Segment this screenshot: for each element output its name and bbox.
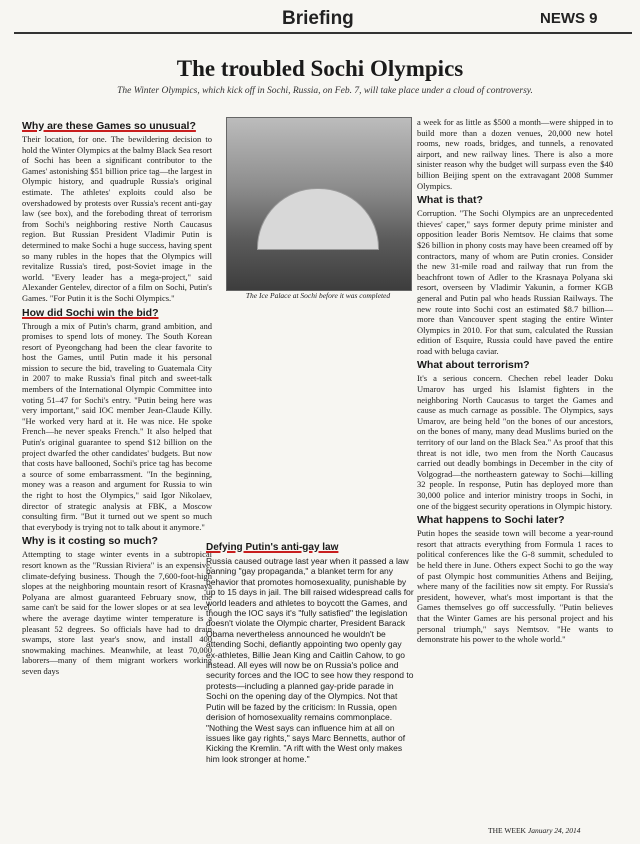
section-heading: Why is it costing so much?	[22, 535, 158, 548]
arena-dome-shape	[257, 188, 379, 250]
section-body: Through a mix of Putin's charm, grand ambition, and promises to spend lots of money. The South Korean resort of Pyeongchang had been the clear favorite to host the Games, until Putin made it his personal mission to secure the bid, traveling to Guatemala City in 2007 to make Russia's final pitch and sweet-talk members of the International Olympic Committee into voting 51–47 for Sochi's entry. "Putin being here was very important," said IOC member Jean-Claude Killy. "He worked very hard at it. He was nice. He spoke French—he never speaks French." It also helped that Putin's original guarantee to spend $12 billion on the project dwarfed the other candidates' budgets. But now that costs have ballooned, Sochi's price tag has become a source of some embarrassment. "In the beginning, money was a reason and argument for Russia to win the right to host the Olympics," said Igor Nikolaev, director of strategic analysis at FBK, a Moscow consulting firm. "But it turned out we spent so much that everybody is trying not to talk about it anymore."	[22, 320, 212, 532]
header-rule	[14, 32, 632, 34]
ice-palace-photo	[226, 117, 412, 291]
section-heading: Why are these Games so unusual?	[22, 120, 196, 132]
page-footer	[488, 826, 581, 835]
section-body: Corruption. "The Sochi Olympics are an unprecedented thieves' caper," says former deputy prime minister and opposition leader Boris Nemtsov. He claims that some $26 billion in phony costs may have been creamed off by contractors, many of whom are Putin cronies. Consider the new 31-mile road and railway that run from the beachfront town of Adler to the Krasnaya Polyana ski resort, overseen by Vladimir Yakunin, a former KGB general and Putin pal who heads Russian Railways. The new route into Sochi cost an estimated $8.7 billion—more than Vancouver spent staging the entire Winter Olympics in 2010. For that sum, calculated the Russian edition of Esquire, Russia could have paved the entire road with beluga caviar.	[417, 208, 613, 356]
sidebar-heading: Defying Putin's anti-gay law	[206, 542, 339, 553]
sidebar-body: Russia caused outrage last year when it passed a law banning "gay propaganda," a blanket term for any behavior that promotes homosexuality, punishable by up to 15 days in jail. The bill raised widespread calls for world leaders and athletes to boycott the Games, and though the IOC says it's "fully satisfied" the legislation doesn't violate the Olympic charter, President Barack Obama nevertheless announced he wouldn't be attending Sochi, defiantly appointing two openly gay ex-athletes, Billie Jean King and Caitlin Cahow, to go instead. All eyes will now be on Russia's police and security forces and the IOC to see how they respond to protests—including a planned gay-pride parade in Sochi on the opening day of the Olympics. Not that Putin will be fazed by the criticism: In Russia, open derision of homosexuality remains commonplace. "Nothing the West says can influence him at all on issues like gay rights," says Marc Bennetts, author of Kicking the Kremlin. "A rift with the West only makes him look stronger at home."	[206, 556, 414, 764]
section-header: Briefing	[282, 8, 354, 29]
photo-caption: The Ice Palace at Sochi before it was completed	[245, 291, 391, 300]
column-1	[22, 117, 212, 677]
section-heading: What happens to Sochi later?	[417, 514, 565, 527]
section-heading: What about terrorism?	[417, 359, 530, 372]
article-title: The troubled Sochi Olympics	[176, 56, 464, 81]
section-body: a week for as little as $500 a month—were shipped in to build more than a dozen venues, 20,000 new hotel rooms, new roads, bridges, and tunnels, a renovated airport, and new railway lines. There is also a more sinister reason why the budget will surpass even the $40 billion Beijing spent on the extravagant 2008 Summer Olympics.	[417, 117, 613, 191]
section-body: Their location, for one. The bewildering decision to hold the Winter Olympics at the balmy Black Sea resort of Sochi has been a significant contributor to the Games' astonishing $51 billion price tag—the largest in Olympic history, and quadruple Russia's original estimate. The athletes' exploits could also be overshadowed by protests over Russia's recent anti-gay law (see box), and the foreboding threat of terrorism from Sochi's neighboring restive North Caucasus region. But Russian President Vladimir Putin is determined to make Sochi a huge success, having spent so many rubles in the hopes that the Olympics will revitalize Russia's tired, post-Soviet image in the world. "Every leader has a mega-project," said Alexander Gentelev, director of a film on Sochi, Putin's Games. "For Putin it is the Sochi Olympics."	[22, 134, 212, 303]
section-heading: How did Sochi win the bid?	[22, 306, 159, 319]
column-3	[417, 117, 613, 645]
section-body: Putin hopes the seaside town will become a year-round resort that attracts everything from Formula 1 races to political conferences like the G-8 summit, scheduled to be held there in June. Others expect Sochi to go the way of past Olympic host communities Athens and Beijing, where many of the facilities now sit empty. For Russia's president, however, what's most important is that the Games themselves go off successfully. "Putin believes that the Winter Games are his personal project and his personal triumph," says Nemtsov. "He wants to demonstrate his power to the whole world."	[417, 528, 613, 645]
sidebar-box	[206, 541, 414, 804]
page-number: NEWS 9	[540, 10, 598, 27]
publication-name: THE WEEK	[488, 826, 526, 835]
article-dek: The Winter Olympics, which kick off in Sochi, Russia, on Feb. 7, will take place under a cloud of controversy.	[117, 86, 533, 96]
section-body: It's a serious concern. Chechen rebel leader Doku Umarov has urged his Islamist fighters in the neighboring North Caucasus to target the Games and cause as much carnage as possible. The Olympics, says Umarov, are being held "on the bones of our ancestors, on the bones of many, many dead Muslims buried on the territory of our land on the Black Sea." As proof that this threat is not idle, two men from the North Caucasus carried out deadly bombings in December in the city of Volgograd—the northeastern gateway to Sochi—killing 32 people. In response, Putin has deployed more than 30,000 police and interior ministry troops in Sochi, in one of the biggest security operations in Olympic history.	[417, 373, 613, 511]
issue-date: January 24, 2014	[527, 826, 581, 835]
section-body: Attempting to stage winter events in a subtropical resort known as the "Russian Riviera" is an expensive, climate-defying business. Though the 7,600-foot-high slopes at the neighboring mountain resort of Krasnaya Polyana are almost guaranteed February snow, the same can't be said for the lower slopes or at sea level, where the average daytime winter temperature is a pleasant 52 degrees. So officials have had to drain swamps, store last year's snow, and install 400 snowmaking machines. Meanwhile, at least 70,000 laborers—many of them migrant workers working seven days	[22, 549, 212, 676]
section-heading: What is that?	[417, 194, 483, 207]
